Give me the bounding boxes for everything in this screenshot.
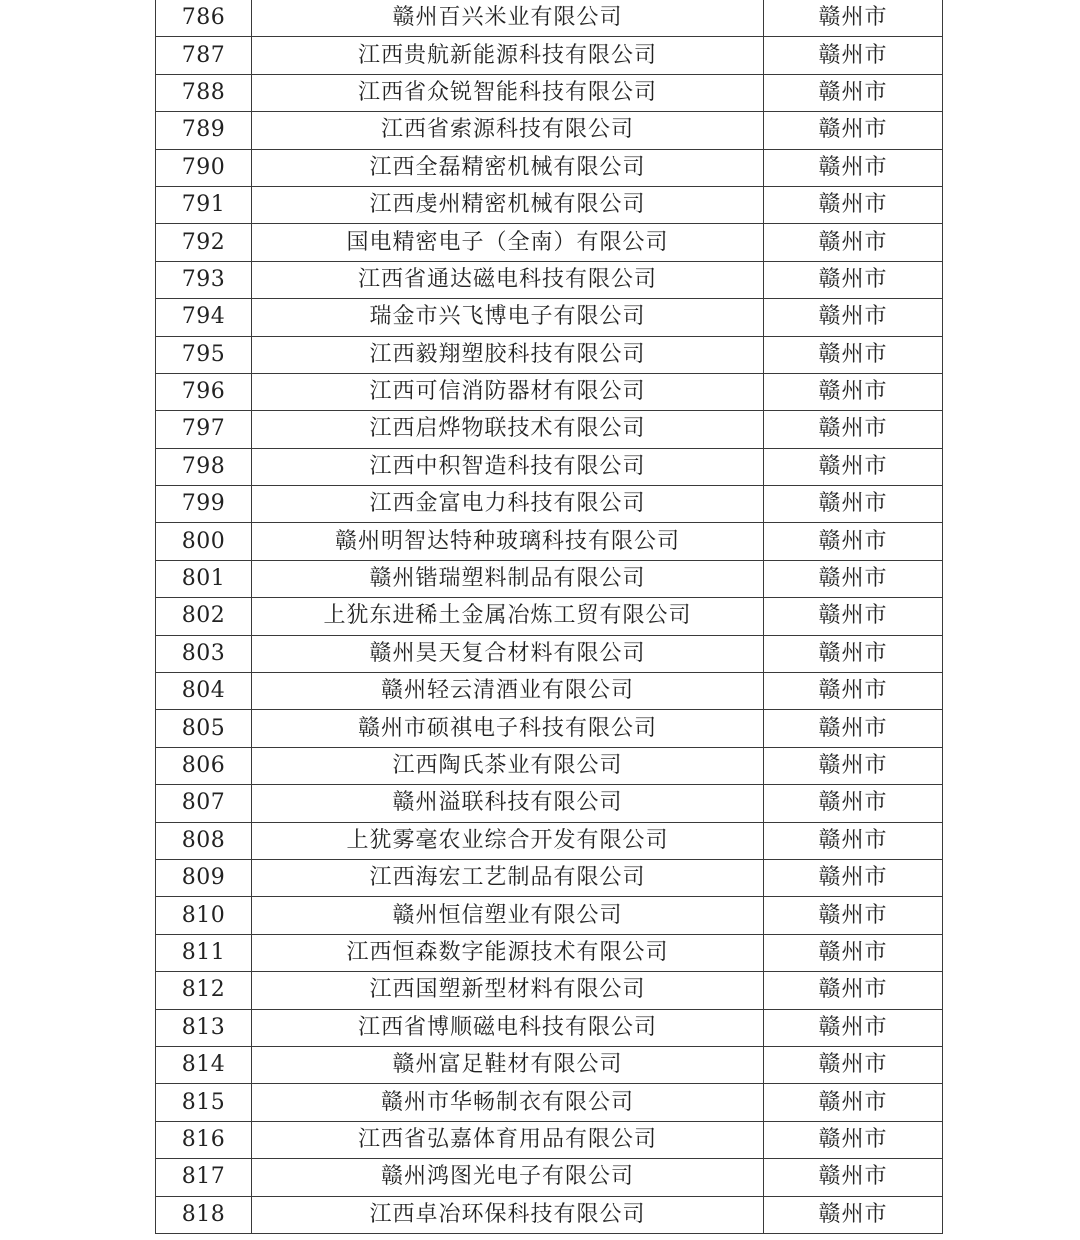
row-number: 799 — [156, 486, 252, 523]
row-number: 797 — [156, 411, 252, 448]
city-name: 赣州市 — [764, 224, 943, 261]
city-name: 赣州市 — [764, 149, 943, 186]
table-row — [156, 598, 943, 635]
company-name: 赣州富足鞋材有限公司 — [252, 1046, 764, 1083]
row-number: 818 — [156, 1196, 252, 1233]
table-row — [156, 1046, 943, 1083]
table-row — [156, 673, 943, 710]
company-name: 江西省通达磁电科技有限公司 — [252, 261, 764, 298]
city-name: 赣州市 — [764, 1121, 943, 1158]
table-row — [156, 747, 943, 784]
city-name: 赣州市 — [764, 747, 943, 784]
row-number: 807 — [156, 785, 252, 822]
row-number: 793 — [156, 261, 252, 298]
city-name: 赣州市 — [764, 336, 943, 373]
row-number: 798 — [156, 448, 252, 485]
city-name: 赣州市 — [764, 486, 943, 523]
city-name: 赣州市 — [764, 1196, 943, 1233]
company-table — [155, 0, 943, 1234]
city-name: 赣州市 — [764, 523, 943, 560]
table-row — [156, 37, 943, 74]
city-name: 赣州市 — [764, 822, 943, 859]
company-name: 江西贵航新能源科技有限公司 — [252, 37, 764, 74]
city-name: 赣州市 — [764, 897, 943, 934]
table-row — [156, 710, 943, 747]
row-number: 802 — [156, 598, 252, 635]
row-number: 809 — [156, 859, 252, 896]
table-row — [156, 1159, 943, 1196]
table-row — [156, 560, 943, 597]
row-number: 789 — [156, 112, 252, 149]
city-name: 赣州市 — [764, 74, 943, 111]
table-row — [156, 1009, 943, 1046]
company-name: 江西国塑新型材料有限公司 — [252, 972, 764, 1009]
company-name: 江西中积智造科技有限公司 — [252, 448, 764, 485]
table-row — [156, 1084, 943, 1121]
row-number: 787 — [156, 37, 252, 74]
table-row — [156, 635, 943, 672]
city-name: 赣州市 — [764, 411, 943, 448]
row-number: 786 — [156, 0, 252, 37]
city-name: 赣州市 — [764, 112, 943, 149]
table-row — [156, 822, 943, 859]
row-number: 788 — [156, 74, 252, 111]
company-name: 赣州溢联科技有限公司 — [252, 785, 764, 822]
row-number: 805 — [156, 710, 252, 747]
row-number: 791 — [156, 186, 252, 223]
company-name: 江西海宏工艺制品有限公司 — [252, 859, 764, 896]
table-row — [156, 112, 943, 149]
company-name: 江西省弘嘉体育用品有限公司 — [252, 1121, 764, 1158]
row-number: 794 — [156, 299, 252, 336]
company-name: 上犹东进稀土金属冶炼工贸有限公司 — [252, 598, 764, 635]
city-name: 赣州市 — [764, 1159, 943, 1196]
company-name: 江西虔州精密机械有限公司 — [252, 186, 764, 223]
table-row — [156, 897, 943, 934]
city-name: 赣州市 — [764, 37, 943, 74]
row-number: 808 — [156, 822, 252, 859]
city-name: 赣州市 — [764, 710, 943, 747]
row-number: 812 — [156, 972, 252, 1009]
table-row — [156, 523, 943, 560]
table-row — [156, 859, 943, 896]
row-number: 816 — [156, 1121, 252, 1158]
table-row — [156, 972, 943, 1009]
row-number: 810 — [156, 897, 252, 934]
city-name: 赣州市 — [764, 859, 943, 896]
company-name: 瑞金市兴飞博电子有限公司 — [252, 299, 764, 336]
row-number: 800 — [156, 523, 252, 560]
company-name: 江西省博顺磁电科技有限公司 — [252, 1009, 764, 1046]
company-name: 江西卓冶环保科技有限公司 — [252, 1196, 764, 1233]
row-number: 804 — [156, 673, 252, 710]
row-number: 815 — [156, 1084, 252, 1121]
company-name: 赣州市华畅制衣有限公司 — [252, 1084, 764, 1121]
company-name: 赣州市硕祺电子科技有限公司 — [252, 710, 764, 747]
city-name: 赣州市 — [764, 1084, 943, 1121]
company-name: 江西省索源科技有限公司 — [252, 112, 764, 149]
row-number: 817 — [156, 1159, 252, 1196]
table-row — [156, 224, 943, 261]
table-row — [156, 411, 943, 448]
city-name: 赣州市 — [764, 785, 943, 822]
city-name: 赣州市 — [764, 598, 943, 635]
table-row — [156, 299, 943, 336]
city-name: 赣州市 — [764, 1046, 943, 1083]
table-row — [156, 1121, 943, 1158]
company-name: 江西恒森数字能源技术有限公司 — [252, 934, 764, 971]
row-number: 814 — [156, 1046, 252, 1083]
city-name: 赣州市 — [764, 261, 943, 298]
table-row — [156, 336, 943, 373]
row-number: 792 — [156, 224, 252, 261]
table-row — [156, 448, 943, 485]
row-number: 813 — [156, 1009, 252, 1046]
row-number: 803 — [156, 635, 252, 672]
company-name: 赣州百兴米业有限公司 — [252, 0, 764, 37]
city-name: 赣州市 — [764, 448, 943, 485]
company-name: 赣州明智达特种玻璃科技有限公司 — [252, 523, 764, 560]
company-name: 赣州鸿图光电子有限公司 — [252, 1159, 764, 1196]
company-name: 国电精密电子（全南）有限公司 — [252, 224, 764, 261]
city-name: 赣州市 — [764, 635, 943, 672]
company-name: 江西全磊精密机械有限公司 — [252, 149, 764, 186]
table-row — [156, 785, 943, 822]
city-name: 赣州市 — [764, 934, 943, 971]
table-row — [156, 261, 943, 298]
table-row — [156, 186, 943, 223]
company-name: 江西金富电力科技有限公司 — [252, 486, 764, 523]
company-name: 赣州恒信塑业有限公司 — [252, 897, 764, 934]
company-table-body — [156, 0, 943, 1233]
row-number: 811 — [156, 934, 252, 971]
city-name: 赣州市 — [764, 972, 943, 1009]
city-name: 赣州市 — [764, 299, 943, 336]
company-name: 江西启烨物联技术有限公司 — [252, 411, 764, 448]
company-name: 赣州轻云清酒业有限公司 — [252, 673, 764, 710]
company-name: 江西可信消防器材有限公司 — [252, 373, 764, 410]
table-row — [156, 486, 943, 523]
city-name: 赣州市 — [764, 673, 943, 710]
row-number: 795 — [156, 336, 252, 373]
company-name: 赣州昊天复合材料有限公司 — [252, 635, 764, 672]
city-name: 赣州市 — [764, 1009, 943, 1046]
table-row — [156, 149, 943, 186]
company-name: 赣州锴瑞塑料制品有限公司 — [252, 560, 764, 597]
company-name: 上犹雾毫农业综合开发有限公司 — [252, 822, 764, 859]
table-row — [156, 74, 943, 111]
table-row — [156, 373, 943, 410]
city-name: 赣州市 — [764, 186, 943, 223]
city-name: 赣州市 — [764, 560, 943, 597]
company-name: 江西陶氏茶业有限公司 — [252, 747, 764, 784]
row-number: 790 — [156, 149, 252, 186]
row-number: 801 — [156, 560, 252, 597]
table-row — [156, 0, 943, 37]
table-row — [156, 1196, 943, 1233]
table-row — [156, 934, 943, 971]
company-name: 江西毅翔塑胶科技有限公司 — [252, 336, 764, 373]
company-name: 江西省众锐智能科技有限公司 — [252, 74, 764, 111]
company-list-sheet — [155, 0, 942, 1234]
row-number: 806 — [156, 747, 252, 784]
city-name: 赣州市 — [764, 0, 943, 37]
city-name: 赣州市 — [764, 373, 943, 410]
row-number: 796 — [156, 373, 252, 410]
